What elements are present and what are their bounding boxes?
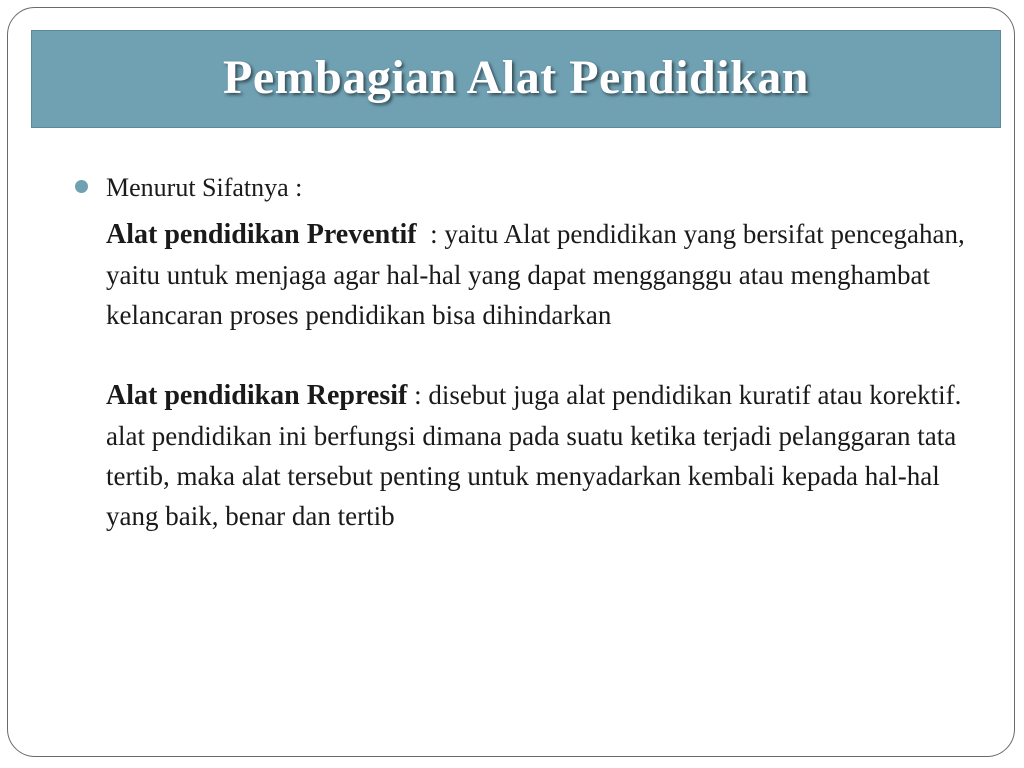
paragraph-represif [106, 375, 976, 536]
definition-preventif: : yaitu Alat pendidikan yang bersifat pencegahan, yaitu untuk menjaga agar hal-hal yang dapat mengganggu atau menghambat kelancaran proses pendidikan bisa dihindarkan [106, 219, 972, 330]
bullet-dot-icon [75, 180, 88, 193]
paragraph-preventif [106, 214, 976, 335]
bullet-item [75, 168, 975, 208]
content-area [75, 168, 975, 536]
slide-title: Pembagian Alat Pendidikan [223, 50, 809, 104]
definition-represif: : disebut juga alat pendidikan kuratif atau korektif. alat pendidikan ini berfungsi dimana pada suatu ketika terjadi pelanggaran tata tertib, maka alat tersebut penting untuk menyadarkan kembali kepada hal-hal yang baik, benar dan tertib [106, 380, 969, 531]
term-preventif: Alat pendidikan Preventif [106, 219, 417, 250]
bullet-label: Menurut Sifatnya : [106, 173, 303, 202]
title-bar [31, 30, 1001, 128]
term-represif: Alat pendidikan Represif [106, 380, 408, 411]
